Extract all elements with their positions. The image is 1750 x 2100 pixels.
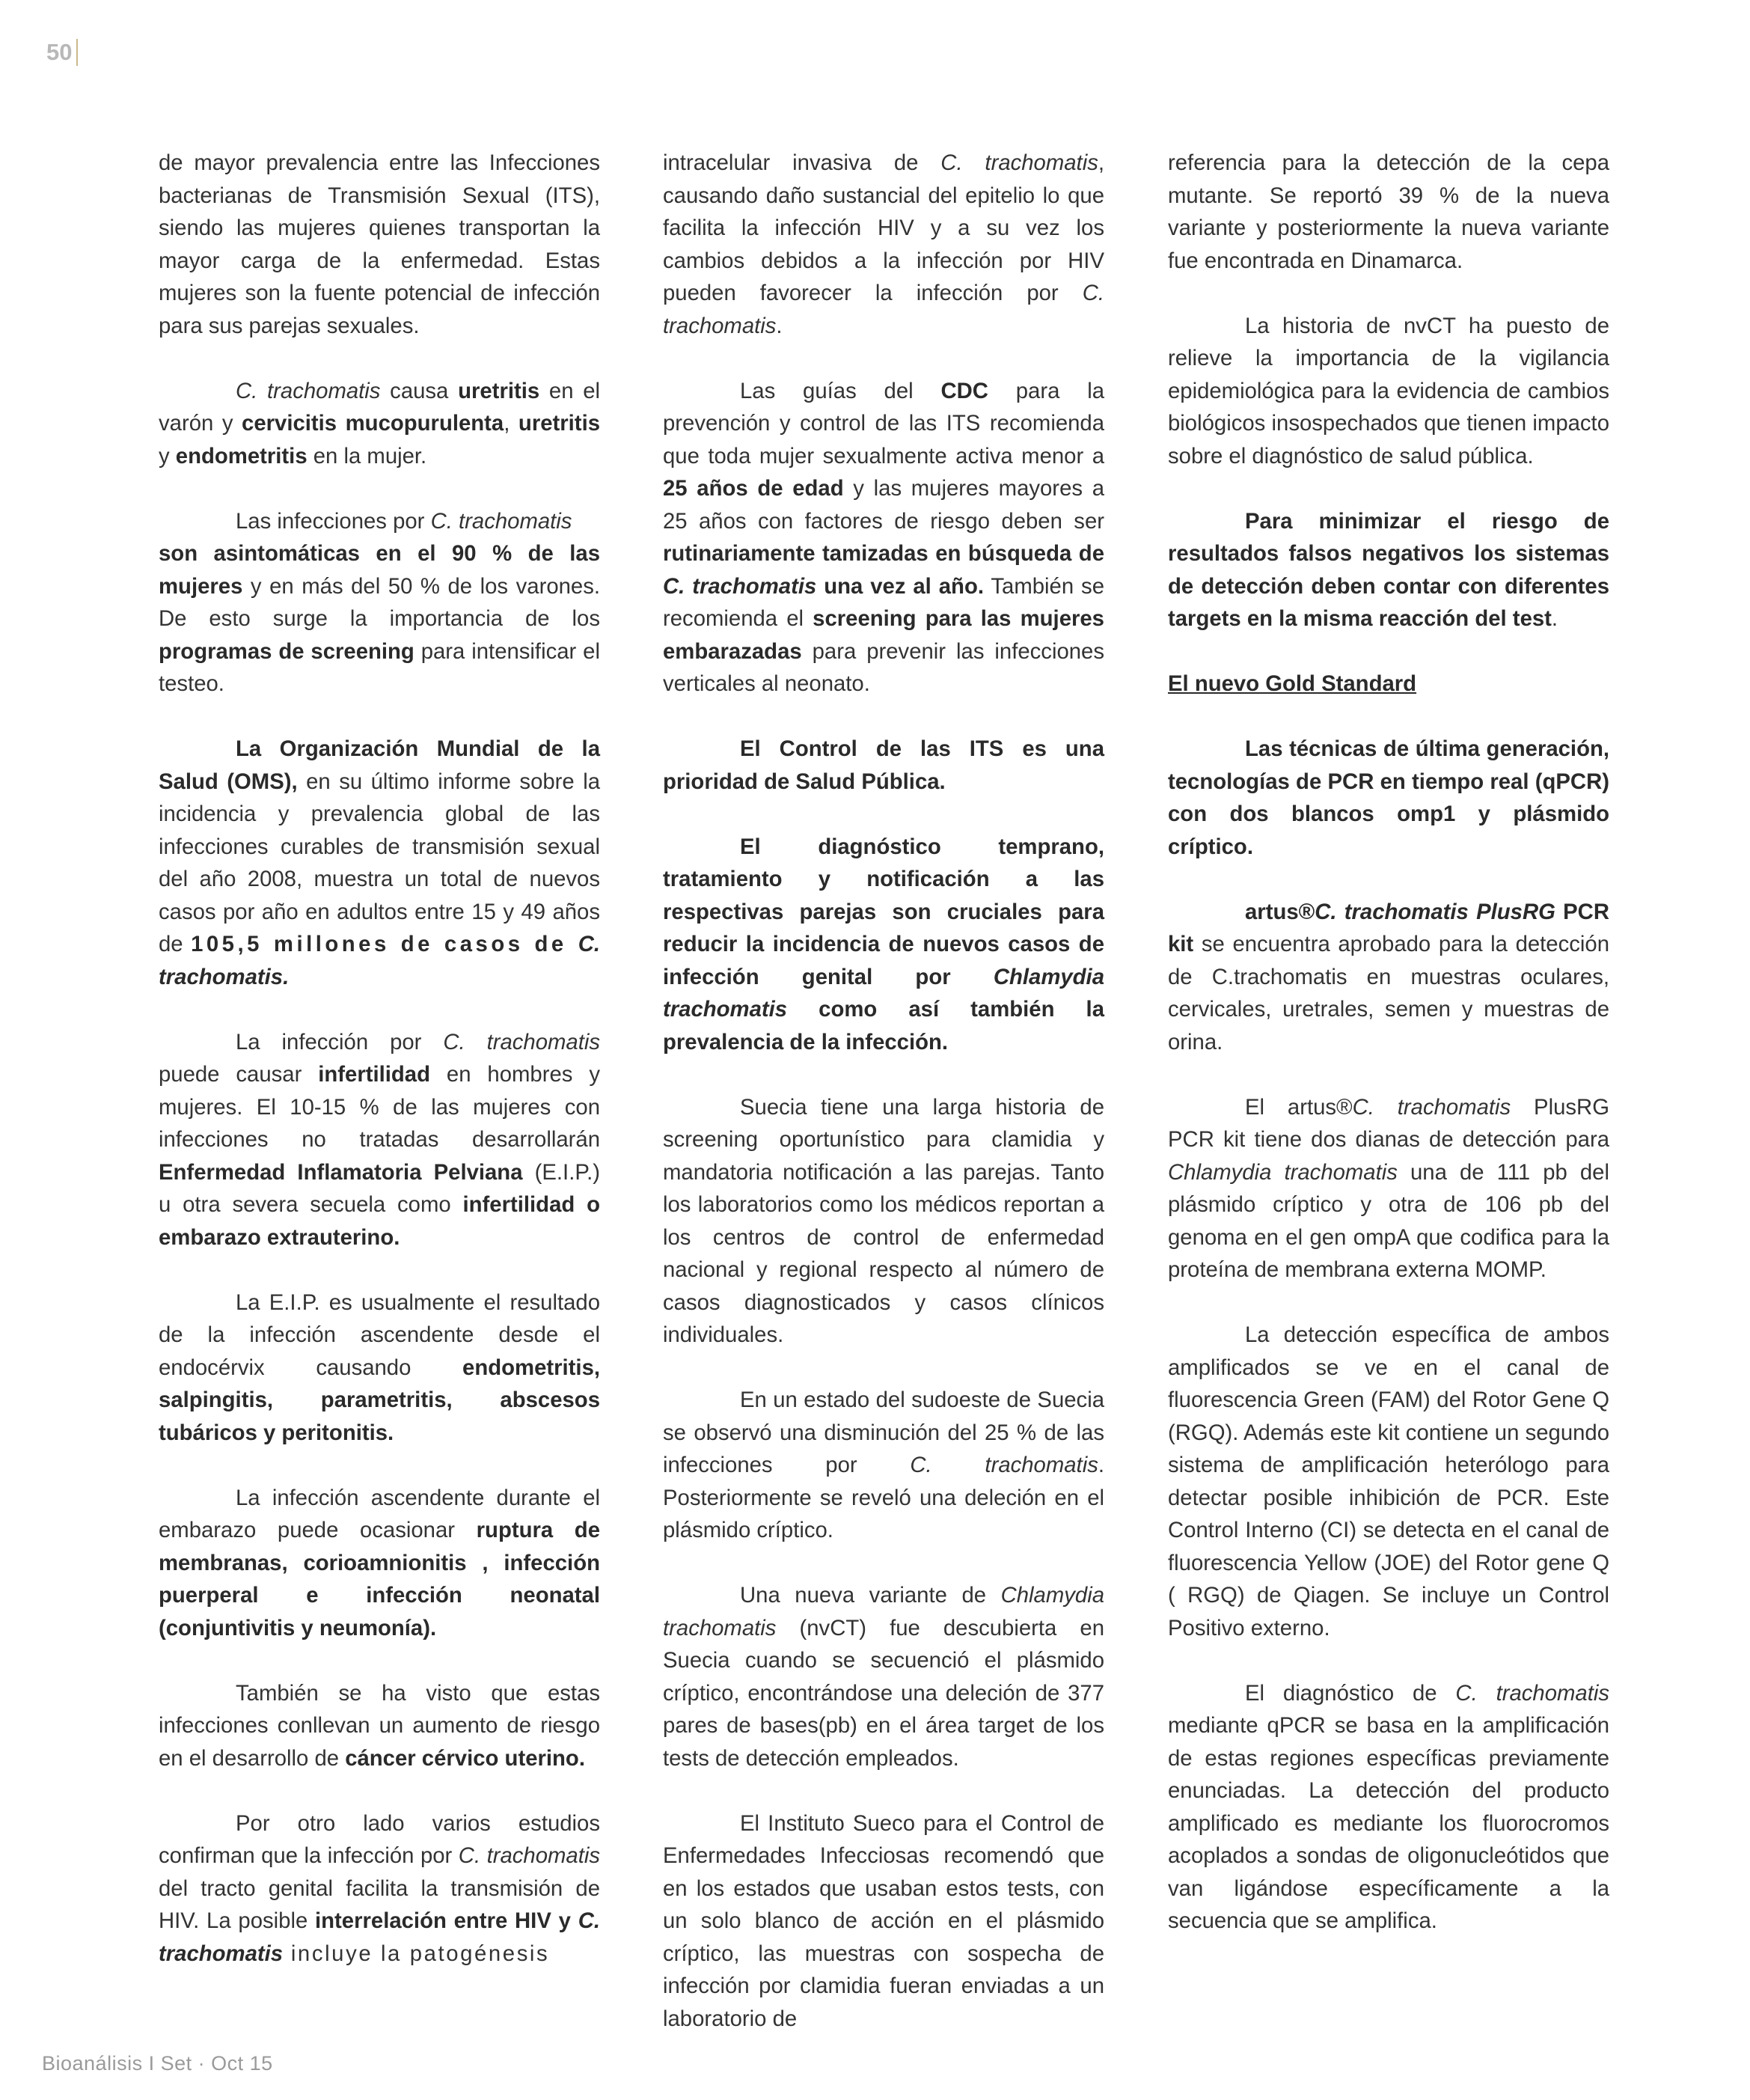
paragraph: La E.I.P. es usualmente el resultado de la infección ascendente desde el endocérvix causando endometritis, salpingitis, parametritis, abscesos tubáricos y peritonitis. [159, 1289, 600, 1445]
paragraph: La detección específica de ambos amplificados se ve en el canal de fluorescencia Green (FAM) del Rotor Gene Q (RGQ). Además este kit contiene un segundo sistema de amplificación heterólogo para detectar posible inhibición de PCR. Este Control Interno (CI) se detecta en el canal de fluorescencia Yellow (JOE) del Rotor gene Q ( RGQ) de Qiagen. Se incluye un Control Positivo externo. [1168, 1322, 1609, 1640]
paragraph: La infección por C. trachomatis puede causar infertilidad en hombres y mujeres. El 10-15 % de las mujeres con infecciones no tratadas desarrollarán Enfermedad Inflamatoria Pelviana (E.I.P.) u otra severa secuela como infertilidad o embarazo extrauterino. [159, 1029, 601, 1250]
paragraph: El Control de las ITS es una prioridad de Salud Pública. [663, 736, 1104, 794]
paragraph: Suecia tiene una larga historia de screening oportunístico para clamidia y mandatoria notificación a las parejas. Tanto los laboratorios como los médicos reportan a los centros de control de enfermedad nacional y regional respecto al número de casos diagnosticados y casos clínicos individuales. [663, 1094, 1104, 1347]
paragraph: artus®C. trachomatis PlusRG PCR kit se encuentra aprobado para la detección de C.trachomatis en muestras oculares, cervicales, uretrales, semen y muestras de orina. [1168, 899, 1610, 1054]
paragraph: La Organización Mundial de la Salud (OMS), en su último informe sobre la incidencia y prevalencia global de las infecciones curables de transmisión sexual del año 2008, muestra un total de nuevos casos por año en adultos entre 15 y 49 años de 105,5 millones de casos de C. trachomatis. [159, 736, 600, 989]
paragraph: El artus®C. trachomatis PlusRG PCR kit tiene dos dianas de detección para Chlamydia trachomatis una de 111 pb del plásmido críptico y otra de 106 pb del genoma en el gen ompA que codifica para la proteína de membrana externa MOMP. [1168, 1094, 1609, 1282]
paragraph: Para minimizar el riesgo de resultados falsos negativos los sistemas de detección deben contar con diferentes targets en la misma reacción del test. [1168, 508, 1609, 631]
paragraph: También se ha visto que estas infecciones conllevan un aumento de riesgo en el desarrollo de cáncer cérvico uterino. [159, 1680, 600, 1771]
page-number: 50 [46, 39, 78, 66]
column-1 [159, 147, 600, 2003]
paragraph: Las infecciones por C. trachomatis son asintomáticas en el 90 % de las mujeres y en más del 50 % de los varones. De esto surge la importancia de los programas de screening para intensificar el testeo. [159, 508, 600, 696]
paragraph: Por otro lado varios estudios confirman que la infección por C. trachomatis del tracto genital facilita la transmisión de HIV. La posible interrelación entre HIV y C. trachomatis incluye la patogénesis [159, 1810, 600, 1966]
paragraph: En un estado del sudoeste de Suecia se observó una disminución del 25 % de las infecciones por C. trachomatis. Posteriormente se reveló una deleción en el plásmido críptico. [663, 1388, 1104, 1542]
paragraph: Una nueva variante de Chlamydia trachomatis (nvCT) fue descubierta en Suecia cuando se secuenció el plásmido críptico, encontrándose una deleción de 377 pares de bases(pb) en el área target de los tests de detección empleados. [663, 1583, 1104, 1771]
paragraph: intracelular invasiva de C. trachomatis, causando daño sustancial del epitelio lo que facilita la infección HIV y a su vez los cambios debidos a la infección por HIV pueden favorecer la infección por C. trachomatis. [663, 150, 1104, 338]
footer-publication: Bioanálisis I Set · Oct 15 [42, 2052, 273, 2075]
paragraph: Las técnicas de última generación, tecnologías de PCR en tiempo real (qPCR) con dos blancos omp1 y plásmido críptico. [1168, 736, 1609, 859]
paragraph: referencia para la detección de la cepa mutante. Se reportó 39 % de la nueva variante y posteriormente la nueva variante fue encontrada en Dinamarca. [1168, 150, 1609, 273]
paragraph: El diagnóstico de C. trachomatis mediante qPCR se basa en la amplificación de estas regiones específicas previamente enunciadas. La detección del producto amplificado es mediante los fluorocromos acoplados a sondas de oligonucleótidos que van ligándose específicamente a la secuencia que se amplifica. [1168, 1680, 1609, 1933]
paragraph: C. trachomatis causa uretritis en el varón y cervicitis mucopurulenta, uretritis y endometritis en la mujer. [159, 378, 601, 468]
column-3 [1168, 147, 1609, 1970]
paragraph: La historia de nvCT ha puesto de relieve la importancia de la vigilancia epidemiológica para la evidencia de cambios biológicos insospechados que tienen impacto sobre el diagnóstico de salud pública. [1168, 313, 1609, 468]
paragraph: La infección ascendente durante el embarazo puede ocasionar ruptura de membranas, corioamnionitis , infección puerperal e infección neonatal (conjuntivitis y neumonía). [159, 1485, 600, 1640]
section-heading: El nuevo Gold Standard [1168, 671, 1417, 696]
paragraph: Las guías del CDC para la prevención y control de las ITS recomienda que toda mujer sexualmente activa menor a 25 años de edad y las mujeres mayores a 25 años con factores de riesgo deben ser rutinariamente tamizadas en búsqueda de C. trachomatis una vez al año. También se recomienda el screening para las mujeres embarazadas para prevenir las infecciones verticales al neonato. [663, 378, 1105, 696]
paragraph: El diagnóstico temprano, tratamiento y notificación a las respectivas parejas son cruciales para reducir la incidencia de nuevos casos de infección genital por Chlamydia trachomatis como así también la prevalencia de la infección. [663, 834, 1104, 1054]
column-2 [663, 147, 1104, 2068]
paragraph: de mayor prevalencia entre las Infecciones bacterianas de Transmisión Sexual (ITS), siendo las mujeres quienes transportan la mayor carga de la enfermedad. Estas mujeres son la fuente potencial de infección para sus parejas sexuales. [159, 150, 600, 338]
paragraph: El Instituto Sueco para el Control de Enfermedades Infecciosas recomendó que en los estados que usaban estos tests, con un solo blanco de acción en el plásmido críptico, las muestras con sospecha de infección por clamidia fueran enviadas a un laboratorio de [663, 1810, 1104, 2031]
